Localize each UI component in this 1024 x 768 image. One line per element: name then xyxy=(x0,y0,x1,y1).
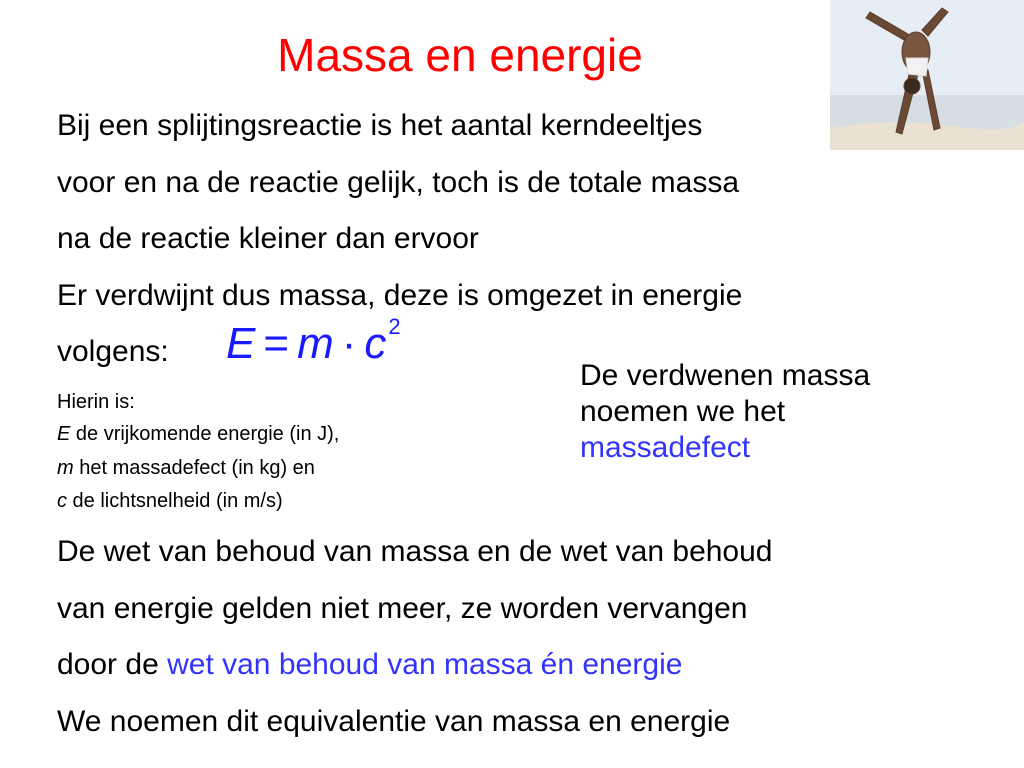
formula-equals: = xyxy=(263,319,290,368)
paragraph3-highlight: wet van behoud van massa én energie xyxy=(167,648,683,681)
paragraph2-line1: Er verdwijnt dus massa, deze is omgezet in energie xyxy=(57,279,743,312)
definition-e xyxy=(57,424,339,444)
paragraph3-line1: De wet van behoud van massa en de wet van behoud xyxy=(57,535,773,568)
definition-m xyxy=(57,458,315,478)
slide-title: Massa en energie xyxy=(277,29,643,81)
side-note-line2: noemen we het xyxy=(580,395,786,428)
paragraph3-line3 xyxy=(57,650,682,680)
formula-exponent: 2 xyxy=(388,314,401,339)
formula-c: c xyxy=(364,319,387,368)
definition-e-symbol: E xyxy=(57,423,71,445)
massadefect-note xyxy=(580,358,870,466)
paragraph1-line1: Bij een splijtingsreactie is het aantal kerndeeltjes xyxy=(57,109,703,142)
paragraph3-line3-prefix: door de xyxy=(57,648,168,681)
definition-c-symbol: c xyxy=(57,490,67,512)
definition-e-text: de vrijkomende energie (in J), xyxy=(70,423,340,445)
paragraph1-line3: na de reactie kleiner dan ervoor xyxy=(57,222,479,255)
side-note-highlight: massadefect xyxy=(580,431,751,464)
paragraph1-line2: voor en na de reactie gelijk, toch is de totale massa xyxy=(57,166,740,199)
paragraph4-line1: We noemen dit equivalentie van massa en energie xyxy=(57,705,731,738)
paragraph3-line2: van energie gelden niet meer, ze worden vervangen xyxy=(57,592,748,625)
formula-dot: · xyxy=(341,319,357,368)
formula-e: E xyxy=(226,319,256,368)
side-note-line1: De verdwenen massa xyxy=(580,359,871,392)
paragraph2-line2: volgens: xyxy=(57,335,169,368)
formula-m: m xyxy=(297,319,334,368)
definition-m-text: het massadefect (in kg) en xyxy=(73,457,315,479)
formula-e-mc2 xyxy=(226,316,401,366)
definition-c-text: de lichtsnelheid (in m/s) xyxy=(67,490,283,512)
definitions-intro: Hierin is: xyxy=(57,391,135,413)
definition-m-symbol: m xyxy=(57,457,74,479)
definition-c xyxy=(57,491,283,511)
